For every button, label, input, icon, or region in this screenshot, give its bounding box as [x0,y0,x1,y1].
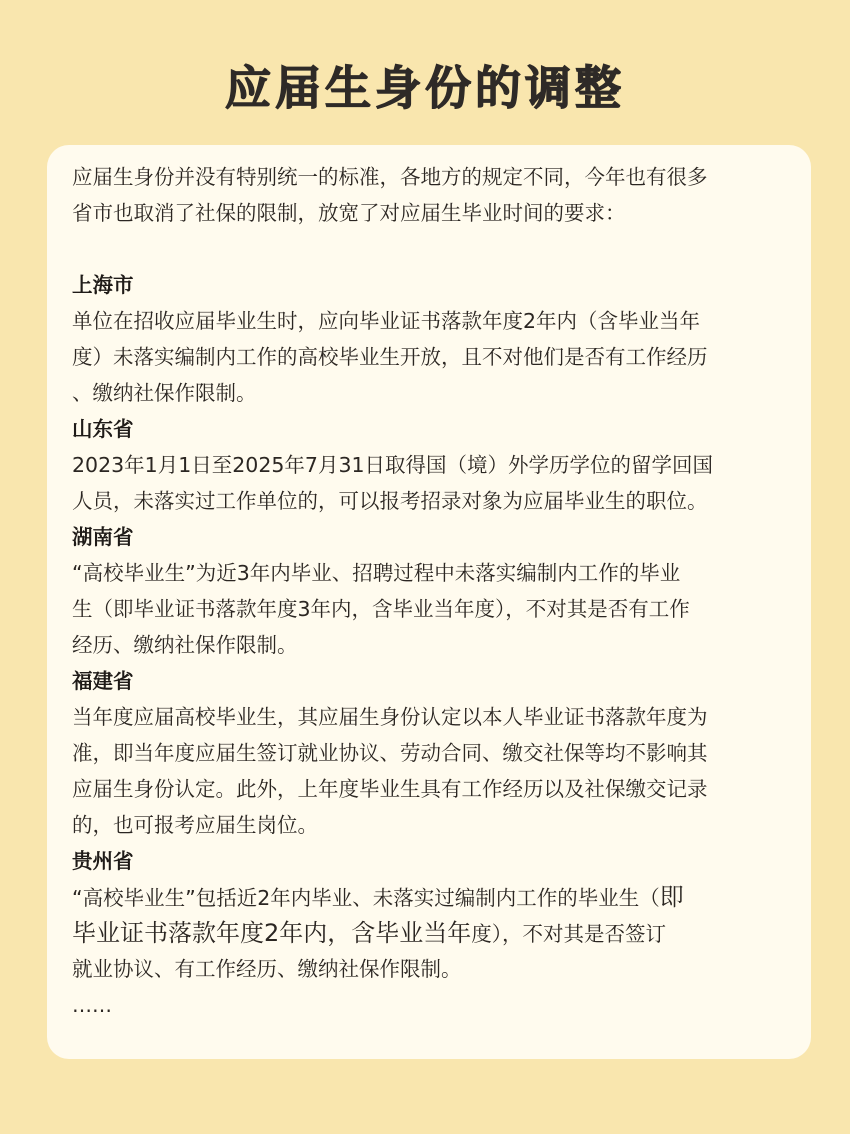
intro-line: 省市也取消了社保的限制，放宽了对应届生毕业时间的要求： [72,201,626,225]
content-card [47,145,811,1059]
section-line: 人员，未落实过工作单位的，可以报考招录对象为应届毕业生的职位。 [72,489,708,513]
section-line [72,879,789,915]
ellipsis: …… [72,993,112,1017]
section-line: 应届生身份认定。此外，上年度毕业生具有工作经历以及社保缴交记录 [72,777,708,801]
section-heading-shandong: 山东省 [72,417,134,441]
intro-line: 应届生身份并没有特别统一的标准，各地方的规定不同，今年也有很多 [72,165,708,189]
page-title: 应届生身份的调整 [225,61,625,115]
section-line: 的，也可报考应届生岗位。 [72,813,318,837]
section-heading-fujian: 福建省 [72,669,134,693]
section-text-large: 即 [659,883,684,911]
section-line [72,915,789,951]
section-line: 准，即当年度应届生签订就业协议、劳动合同、缴交社保等均不影响其 [72,741,708,765]
section-text-large: 毕业证书落款年度2年内，含毕业当年 [72,919,472,947]
section-line: 就业协议、有工作经历、缴纳社保作限制。 [72,957,462,981]
section-line: 当年度应届高校毕业生，其应届生身份认定以本人毕业证书落款年度为 [72,705,708,729]
section-heading-hunan: 湖南省 [72,525,134,549]
section-line: 经历、缴纳社保作限制。 [72,633,298,657]
section-line: 2023年1月1日至2025年7月31日取得国（境）外学历学位的留学回国 [72,453,714,477]
section-line: 度）未落实编制内工作的高校毕业生开放，且不对他们是否有工作经历 [72,345,708,369]
section-heading-shanghai: 上海市 [72,273,134,297]
section-line: 生（即毕业证书落款年度3年内，含毕业当年度），不对其是否有工作 [72,597,690,621]
section-line: “高校毕业生”为近3年内毕业、招聘过程中未落实编制内工作的毕业 [72,561,681,585]
spacer [72,231,789,267]
section-heading-guizhou: 贵州省 [72,849,134,873]
section-line: 单位在招收应届毕业生时，应向毕业证书落款年度2年内（含毕业当年 [72,309,701,333]
section-line: 、缴纳社保作限制。 [72,381,257,405]
section-text: 度），不对其是否签订 [471,922,667,946]
section-text: “高校毕业生”包括近2年内毕业、未落实过编制内工作的毕业生（ [72,886,660,910]
